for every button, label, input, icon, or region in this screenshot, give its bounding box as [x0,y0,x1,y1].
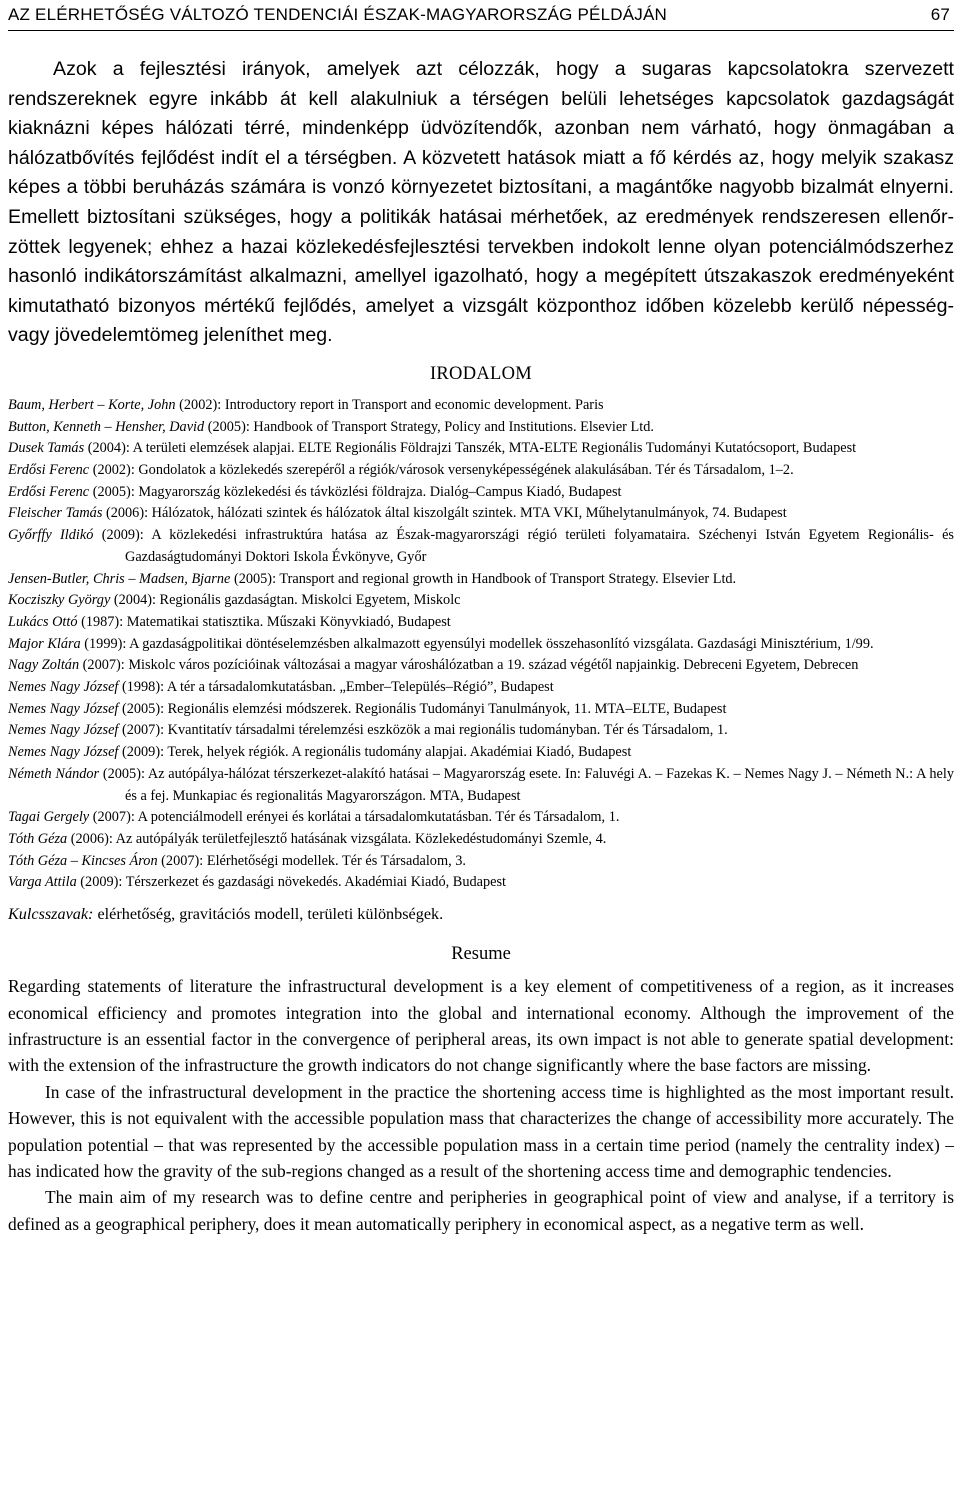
reference-item [8,569,954,591]
keywords-label: Kulcsszavak: [8,905,94,924]
reference-authors: Erdősi Ferenc [8,483,90,500]
reference-authors: Kocziszky György [8,592,111,609]
references-title: IRODALOM [429,363,533,384]
reference-item [8,460,954,482]
page [8,0,954,1237]
reference-item [8,525,954,568]
reference-authors: Fleischer Tamás [8,505,103,522]
reference-item [8,872,954,894]
reference-item [8,634,954,656]
reference-item [8,503,954,525]
reference-text: (2009): Térszerkezet és gazdasági növekedés. Akadémiai Kiadó, Budapest [76,874,507,891]
reference-text: (2007): A potenciálmodell erényei és korlátai a társadalomkutatásban. Tér és Társadalom, 1. [89,809,620,826]
reference-item [8,655,954,677]
reference-item [8,764,954,807]
running-header [8,0,954,31]
reference-authors: Győrffy Ildikó [8,527,94,544]
reference-authors: Jensen-Butler, Chris – Madsen, Bjarne [8,570,231,587]
reference-text: (2009): Terek, helyek régiók. A regionális tudomány alapjai. Akadémiai Kiadó, Budapest [118,744,632,761]
reference-text: (2005): Transport and regional growth in Handbook of Transport Strategy. Elsevier Ltd. [230,570,737,587]
reference-list [8,395,954,894]
keywords [8,905,954,924]
reference-text: (2005): Az autópálya-hálózat térszerkezet-alakító hatásai – Magyarország esete. In: Faluvégi A. – Fazekas K. – Nemes Nagy J. – Németh N.: A hely és a fej. Munkapiac és regionalitás Magyarországon. MTA, Budapest [99,765,954,804]
reference-item [8,612,954,634]
reference-authors: Tagai Gergely [8,809,90,826]
reference-authors: Németh Nándor [8,765,100,782]
reference-authors: Major Klára [8,635,81,652]
reference-authors: Lukács Ottó [8,613,78,630]
resume-paragraph: The main aim of my research was to define centre and peripheries in geographical point of view and analyse, if a territory is defined as a geographical periphery, does it mean automatically periphery in economical aspect, as a negative term as well. [8,1187,954,1234]
reference-authors: Nemes Nagy József [8,744,119,761]
reference-item [8,829,954,851]
reference-authors: Dusek Tamás [8,440,85,457]
reference-authors: Nemes Nagy József [8,679,119,696]
reference-item [8,807,954,829]
reference-authors: Button, Kenneth – Hensher, David [8,418,205,435]
reference-item [8,720,954,742]
reference-text: (1998): A tér a társadalomkutatásban. „Ember–Település–Régió”, Budapest [118,679,554,696]
reference-item [8,395,954,417]
reference-text: (2002): Introductory report in Transport and economic development. Paris [175,396,604,413]
reference-authors: Tóth Géza – Kincses Áron [8,852,158,869]
resume-paragraph: Regarding statements of literature the infrastructural development is a key element of competitiveness of a region, as it increases economical efficiency and promotes integration into the global and international economy. Although the improvement of the infrastructure is an essential factor in the convergence of peripheral areas, its own impact is not able to generate spatial development: with the extension of the infrastructure the growth indicators do not change significantly where the base factors are missing. [8,976,954,1076]
reference-item [8,417,954,439]
reference-item [8,677,954,699]
reference-text: (2007): Elérhetőségi modellek. Tér és Társadalom, 3. [157,852,466,869]
reference-authors: Nemes Nagy József [8,700,119,717]
reference-item [8,438,954,460]
reference-item [8,742,954,764]
reference-authors: Tóth Géza [8,831,68,847]
reference-text: (2009): A közlekedési infrastruktúra hatása az Észak-magyarországi régió területi folyamataira. Széchenyi István Egyetem Regionális- és Gazdaságtudományi Doktori Iskola Évkönyve, Győr [93,527,954,565]
resume-title: Resume [451,944,511,965]
resume-paragraph: In case of the infrastructural development in the practice the shortening access time is highlighted as the most important result. However, this is not equivalent with the accessible population mass that characterizes the change of accessibility more accurately. The population potential – that was represented by the accessible population mass in a certain time period (namely the centrality index) – has indicated how the gravity of the sub-regions changed as a result of the shortening access time and demographic tendencies. [8,1081,954,1181]
reference-item [8,590,954,612]
reference-authors: Erdősi Ferenc [8,462,90,479]
reference-text: (2006): Hálózatok, hálózati szintek és hálózatok által kiszolgált szintek. MTA VKI, Műhelytanulmányok, 74. Budapest [102,505,787,522]
reference-authors: Nagy Zoltán [8,657,80,674]
reference-text: (1999): A gazdaságpolitikai döntéselemzésben alkalmazott egyensúlyi modellek összehasonlító vizsgálata. Gazdasági Minisztérium, 1/99. [80,635,874,652]
reference-text: (2005): Handbook of Transport Strategy, Policy and Institutions. Elsevier Ltd. [204,418,654,435]
body-paragraph: Azok a fejlesztési irányok, amelyek azt célozzák, hogy a sugaras kapcsolatokra szervezett rendszereknek egyre inkább át kell alakulniuk a térségen belüli lehetséges kapcsolatok gazdagságát kiaknázni képes hálózati térré, mindenképp üdvözítendők, azonban nem várható, hogy önmagában a hálózatbővítés fejlődést indít el a térségben. A közvetett hatások miatt a fő kérdés az, hogy melyik szakasz képes a többi beruházás számára is vonzó környezetet biztosítani, a magántőke nagyobb bizalmát elnyerni. Emellett biztosítani szükséges, hogy a politikák hatásai mérhetőek, az eredmények rendszeresen ellenőrzöttek legyenek; ehhez a hazai közlekedésfejlesztési tervekben indokolt lenne olyan potenciálmódszerhez hasonló indikátorszámítást alkalmazni, amellyel igazolható, hogy a megépített útszakaszok eredményeként kimutatható bizonyos mértékű fejlődés, amelyet a vizsgált központhoz időben közelebb kerülő népesség- vagy jövedelemtömeg jeleníthet meg. [8,58,954,347]
reference-text: (2005): Regionális elemzési módszerek. Regionális Tudományi Tanulmányok, 11. MTA–ELTE, Budapest [118,700,727,717]
keywords-text: elérhetőség, gravitációs modell, területi különbségek. [93,905,444,924]
reference-text: (2004): A területi elemzések alapjai. ELTE Regionális Földrajzi Tanszék, MTA-ELTE Regionális Tudományi Kutatócsoport, Budapest [84,440,857,457]
reference-text: (2004): Regionális gazdaságtan. Miskolci Egyetem, Miskolc [110,592,461,609]
reference-text: (2006): Az autópályák területfejlesztő hatásának vizsgálata. Közlekedéstudományi Szemle, 4. [67,831,607,847]
reference-text: (2002): Gondolatok a közlekedés szerepéről a régiók/városok versenyképességének alakulásában. Tér és Társadalom, 1–2. [89,462,794,479]
reference-authors: Baum, Herbert – Korte, John [8,396,176,413]
reference-authors: Varga Attila [8,874,77,891]
reference-text: (2007): Kvantitatív társadalmi térelemzési eszközök a mai regionális tudományban. Tér és Társadalom, 1. [118,722,728,739]
page-number: 67 [930,5,950,24]
reference-item [8,851,954,873]
reference-text: (2007): Miskolc város pozícióinak változásai a magyar városhálózatban a 19. század végétől napjainkig. Debreceni Egyetem, Debrecen [79,657,859,674]
reference-text: (2005): Magyarország közlekedési és távközlési földrajza. Dialóg–Campus Kiadó, Budapest [89,483,622,500]
reference-authors: Nemes Nagy József [8,722,119,739]
running-title: AZ ELÉRHETŐSÉG VÁLTOZÓ TENDENCIÁI ÉSZAK-MAGYARORSZÁG PÉLDÁJÁN [8,5,667,24]
reference-text: (1987): Matematikai statisztika. Műszaki Könyvkiadó, Budapest [77,613,451,630]
reference-item [8,482,954,504]
reference-item [8,699,954,721]
